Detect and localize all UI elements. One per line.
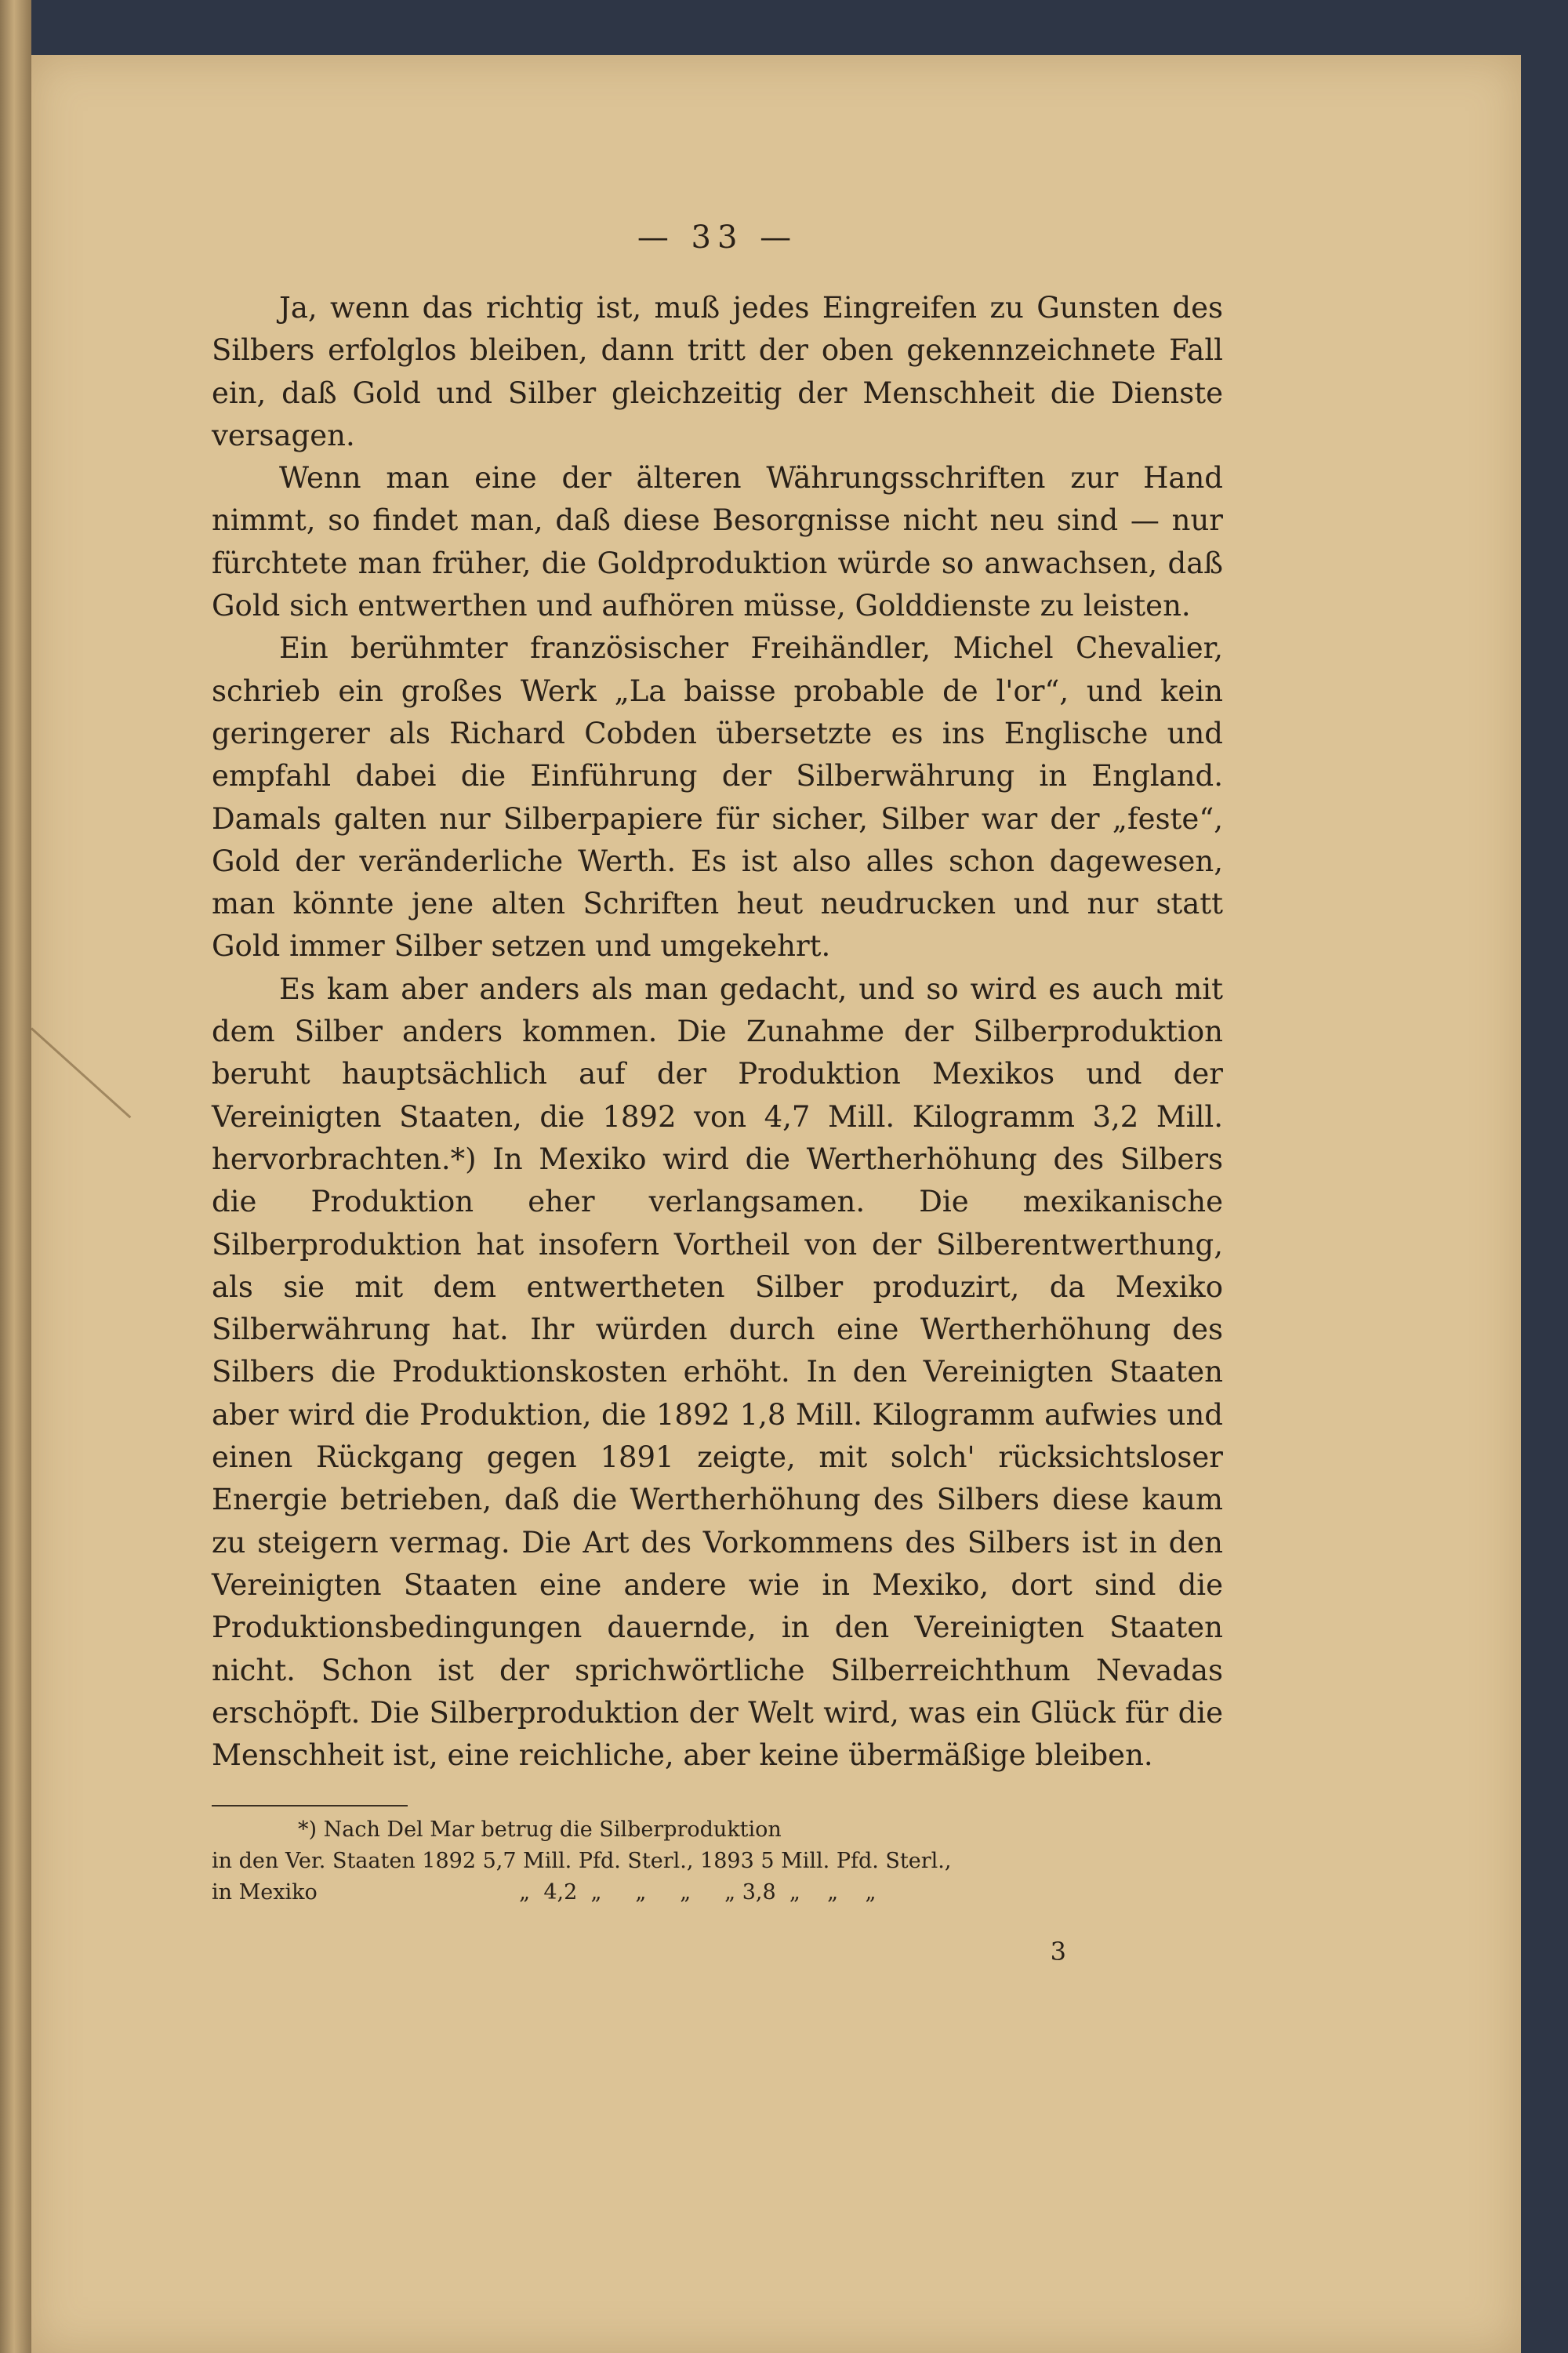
footnote-line-1: *) Nach Del Mar betrug die Silberproduktion	[298, 1817, 782, 1843]
signature-mark: 3	[1050, 1937, 1066, 1967]
paragraph-4: Es kam aber anders als man gedacht, und so wird es auch mit dem Silber anders kommen. Die Zunahme der Silberproduktion beruht hauptsächlich auf der Produktion Mexikos und der Vereinigten Staaten, die 1892 von 4,7 Mill. Kilogramm 3,2 Mill. hervorbrachten.*) In Mexiko wird die Wertherhöhung des Silbers die Produktion eher verlangsamen. Die mexikanische Silberproduktion hat insofern Vortheil von der Silberentwerthung, als sie mit dem entwertheten Silber produzirt, da Mexiko Silberwährung hat. Ihr würden durch eine Wertherhöhung des Silbers die Produktionskosten erhöht. In den Vereinigten Staaten aber wird die Produktion, die 1892 1,8 Mill. Kilogramm aufwies und einen Rückgang gegen 1891 zeigte, mit solch' rücksichtsloser Energie betrieben, daß die Wertherhöhung des Silbers diese kaum zu steigern vermag. Die Art des Vorkommens des Silbers ist in den Vereinigten Staaten eine andere wie in Mexiko, dort sind die Produktionsbedingungen dauernde, in den Vereinigten Staaten nicht. Schon ist der sprichwörtliche Silberreichthum Nevadas erschöpft. Die Silberproduktion der Welt wird, was ein Glück für die Menschheit ist, eine reichliche, aber keine übermäßige bleiben.	[212, 971, 1223, 1773]
paragraph-1: Ja, wenn das richtig ist, muß jedes Eingreifen zu Gunsten des Silbers erfolglos bleiben, dann tritt der oben gekennzeichnete Fall ein, daß Gold und Silber gleichzeitig der Menschheit die Dienste versagen.	[212, 291, 1223, 452]
footnote-line-2: in den Ver. Staaten 1892 5,7 Mill. Pfd. Sterl., 1893 5 Mill. Pfd. Sterl.,	[212, 1849, 952, 1874]
footnote	[212, 1814, 1223, 1908]
book-spine	[0, 0, 31, 2353]
page-number: — 33 —	[637, 220, 798, 256]
footnote-line-3: in Mexiko „ 4,2 „ „ „ „ 3,8 „ „ „	[212, 1880, 877, 1905]
page-fold	[31, 1027, 131, 1118]
text-block	[212, 220, 1223, 1966]
footnote-rule	[212, 1805, 408, 1807]
paragraph-3: Ein berühmter französischer Freihändler, Michel Chevalier, schrieb ein großes Werk „La baisse probable de l'or“, und kein geringerer als Richard Cobden übersetzte es ins Englische und empfahl dabei die Einführung der Silberwährung in England. Damals galten nur Silberpapiere für sicher, Silber war der „feste“, Gold der veränderliche Werth. Es ist also alles schon dagewesen, man könnte jene alten Schriften heut neudrucken und nur statt Gold immer Silber setzen und umgekehrt.	[212, 631, 1223, 964]
paragraph-2: Wenn man eine der älteren Währungsschriften zur Hand nimmt, so findet man, daß diese Besorgnisse nicht neu sind — nur fürchtete man früher, die Goldproduktion würde so anwachsen, daß Gold sich entwerthen und aufhören müsse, Golddienste zu leisten.	[212, 461, 1223, 623]
